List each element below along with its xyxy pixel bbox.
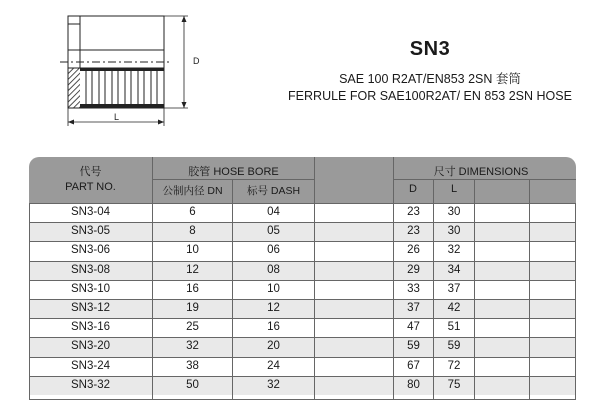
table-row [29,222,576,241]
cell-dn: 38 [186,359,199,372]
table-row [29,280,576,299]
table-header [29,157,576,203]
cell-d: 80 [407,378,420,391]
table-row [29,299,576,318]
cell-part: SN3-06 [71,244,110,257]
header-dimensions: 尺寸 DIMENSIONS [433,166,529,178]
cell-dn: 12 [186,263,199,276]
cell-d: 59 [407,340,420,353]
cell-d: 37 [407,302,420,314]
cell-l: 72 [447,359,461,372]
cell-dash: 16 [267,321,280,334]
cell-dash: 32 [267,378,280,391]
cell-dn: 6 [189,206,196,218]
cell-part: SN3-10 [71,282,110,295]
cell-dn: 8 [189,225,196,238]
table-row [29,357,576,376]
cell-l: 42 [447,302,461,314]
cell-dash: 05 [267,225,280,238]
title-line-1: SAE 100 R2AT/EN853 2SN 套筒 [339,72,521,86]
header-hose-bore: 胶管 HOSE BORE [188,166,279,178]
title-block [270,38,590,105]
cell-d: 26 [407,244,420,257]
cell-dash: 06 [267,244,280,257]
cell-l: 51 [447,321,461,334]
cell-dn: 32 [186,340,199,353]
cell-dash: 12 [267,302,280,314]
cell-l: 30 [447,206,461,218]
cell-part: SN3-24 [71,359,110,372]
table-row [29,261,576,280]
header-part-en: PART NO. [65,181,116,193]
product-code: SN3 [409,38,451,60]
cell-l: 37 [447,282,461,295]
cell-d: 33 [407,282,420,295]
cell-d: 29 [407,263,420,276]
table-row [29,318,576,337]
dim-d-label: D [193,56,200,66]
ferrule-drawing [56,6,206,134]
cell-l: 59 [447,340,461,353]
dim-l-label: L [114,112,120,122]
header-bore-dash: 标号 DASH [246,185,301,197]
cell-dn: 16 [186,282,199,295]
spec-table [29,157,576,400]
cell-part: SN3-08 [71,263,110,276]
cell-dash: 10 [267,282,280,295]
cell-part: SN3-16 [71,321,110,334]
cell-part: SN3-04 [71,206,110,218]
cell-part: SN3-05 [71,225,110,238]
title-line-2: FERRULE FOR SAE100R2AT/ EN 853 2SN HOSE [288,89,572,103]
cell-l: 30 [447,225,461,238]
cell-dash: 20 [267,340,280,353]
table-row [29,241,576,260]
cell-d: 23 [407,225,420,238]
cell-d: 67 [407,359,420,372]
cell-dash: 04 [267,206,280,218]
table-row [29,376,576,395]
cell-dash: 08 [267,263,280,276]
cell-part: SN3-12 [71,302,110,314]
cell-l: 75 [447,378,461,391]
table-row [29,203,576,222]
cell-dn: 25 [186,321,199,334]
cell-dn: 50 [186,378,199,391]
cell-l: 32 [447,244,461,257]
cell-d: 47 [407,321,420,334]
cell-d: 23 [407,206,420,218]
header-dim-d: D [409,183,417,195]
table-row [29,337,576,356]
cell-l: 34 [447,263,461,276]
cell-part: SN3-32 [71,378,110,391]
cell-dn: 10 [186,244,199,257]
cell-dn: 19 [186,302,199,314]
cell-dash: 24 [267,359,280,372]
header-bore-dn: 公制内径 DN [162,185,223,197]
cell-part: SN3-20 [71,340,110,353]
header-part-cn: 代号 [79,166,102,178]
header-dim-l: L [450,183,458,195]
